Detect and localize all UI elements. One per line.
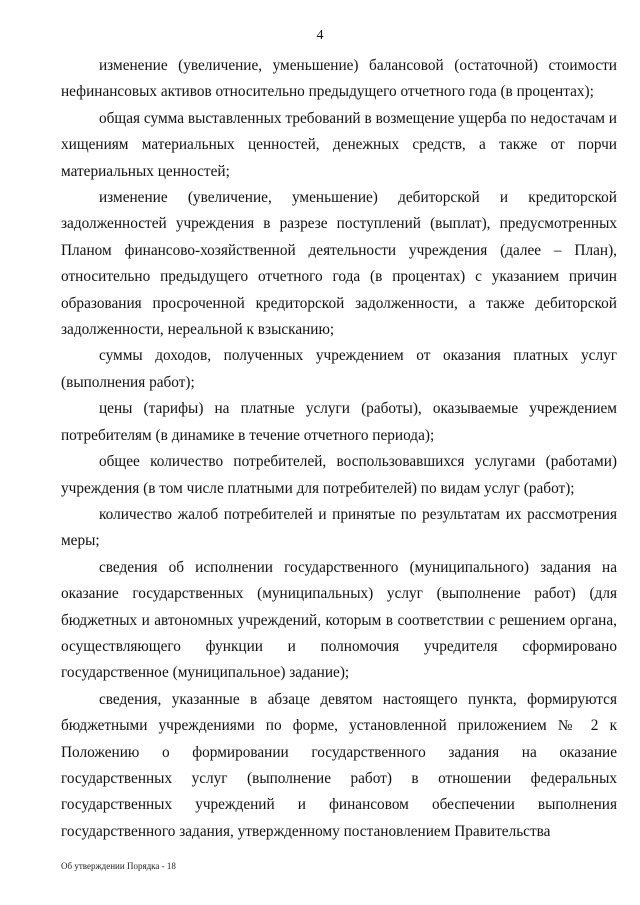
paragraph-state-assignment: сведения об исполнении государственного (муниципального) задания на оказание государственных (муниципальных) услуг (выполнение работ) (для бюджетных и автономных учреждений, которым в соответствии с решением органа, осуществляющего функции и полномочия учредителя сформировано государственное (муниципальное) задание);: [61, 558, 617, 682]
paragraph-receivables-payables: изменение (увеличение, уменьшение) дебиторской и кредиторской задолженностей учреждения в разрезе поступлений (выплат), предусмотренных Планом финансово-хозяйственной деятельности учреждения (далее – План), относительно предыдущего отчетного года (в процентах) с указанием причин образования просроченной кредиторской задолженности, а также дебиторской задолженности, нереальной к взысканию;: [61, 189, 617, 339]
paragraph-paid-services-income: суммы доходов, полученных учреждением от оказания платных услуг (выполнения работ);: [61, 347, 617, 391]
paragraph-consumer-count: общее количество потребителей, воспользовавшихся услугами (работами) учреждения (в том числе платными для потребителей) по видам услуг (работ);: [61, 453, 617, 497]
paragraph-service-prices: цены (тарифы) на платные услуги (работы), оказываемые учреждением потребителям (в динамике в течение отчетного периода);: [61, 400, 617, 444]
document-footer: Об утверждении Порядка - 18: [61, 861, 176, 871]
paragraph-form-reference: сведения, указанные в абзаце девятом настоящего пункта, формируются бюджетными учреждениями по форме, установленной приложением № 2 к Положению о формировании государственного задания на оказание государственных услуг (выполнение работ) в отношении федеральных государственных учреждений и финансовом обеспечении выполнения государственного задания, утвержденному постановлением Правительства: [61, 690, 617, 840]
paragraph-damage-claims: общая сумма выставленных требований в возмещение ущерба по недостачам и хищениям материальных ценностей, денежных средств, а также от порчи материальных ценностей;: [61, 109, 617, 180]
paragraph-assets-change: изменение (увеличение, уменьшение) балансовой (остаточной) стоимости нефинансовых активов относительно предыдущего отчетного года (в процентах);: [61, 57, 617, 101]
page-number: 4: [316, 28, 324, 43]
paragraph-complaints: количество жалоб потребителей и принятые по результатам их рассмотрения меры;: [61, 505, 617, 550]
document-body: [61, 53, 617, 845]
